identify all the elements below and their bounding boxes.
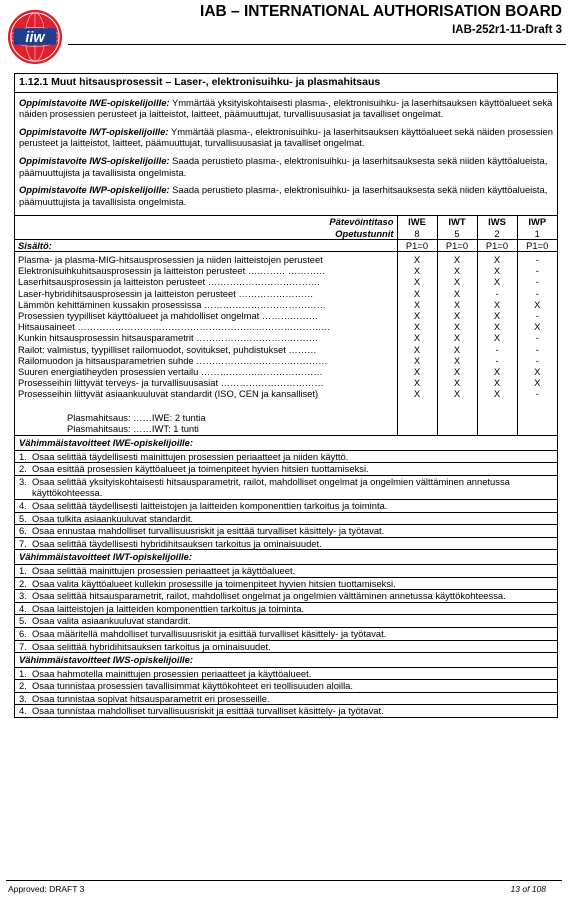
content-label: Sisältö: <box>15 239 397 251</box>
level-mark: X <box>477 332 517 343</box>
min-objectives-heading: Vähimmäistavoitteet IWE-opiskelijoille: <box>15 436 557 451</box>
level-mark: X <box>437 366 477 377</box>
level-mark: X <box>437 251 477 265</box>
list-item: 5. Osaa valita asiaankuuluvat standardit. <box>15 615 557 628</box>
table-row <box>15 355 557 366</box>
topic-label: Suuren energiatiheyden prosessien vertailu ………………………………… <box>18 365 323 377</box>
content-rows <box>15 251 557 399</box>
table-row <box>15 276 557 287</box>
header-divider <box>68 44 566 45</box>
min-objectives-block <box>15 549 557 652</box>
col-iwp: IWP <box>517 216 557 228</box>
content-header-row: Sisältö: P1=0 P1=0 P1=0 P1=0 <box>15 239 557 251</box>
level-mark: X <box>477 299 517 310</box>
level-mark: X <box>437 265 477 276</box>
page-number: 13 of 108 <box>510 884 546 894</box>
topic-label: Prosessien tyypilliset käyttöalueet ja mahdolliset ongelmat ……………… <box>18 309 319 321</box>
level-mark: X <box>437 321 477 332</box>
level-mark: X <box>477 321 517 332</box>
level-mark: X <box>517 299 557 310</box>
table-row <box>15 288 557 299</box>
level-mark: X <box>397 366 437 377</box>
level-mark: X <box>477 276 517 287</box>
level-mark: - <box>517 288 557 299</box>
plasma-note-row: Plasmahitsaus: ……IWE: 2 tuntia <box>15 400 557 423</box>
level-mark: X <box>517 366 557 377</box>
list-item: 3. Osaa selittää hitsausparametrit, railot, mahdolliset ongelmat ja ongelmien välttäminen annetussa käyttökohteessa. <box>15 590 557 603</box>
level-mark: - <box>517 265 557 276</box>
objective-iwe: Oppimistavoite IWE-opiskelijoille: Ymmärtää yksityiskohtaisesti plasma-, elektronisuihku- ja laserhitsauksen käyttöalueet sekä näiden prosessien perusteet ja laitteistot, laitteet, päämuuttujat, turvallisuusasiat ja tavalliset ongelmat. <box>19 96 553 120</box>
list-item: 2. Osaa tunnistaa prosessien tavallisimmat käyttökohteet eri teollisuuden aloilla. <box>15 680 557 693</box>
hours-label: Opetustunnit <box>15 228 397 240</box>
list-item: 4. Osaa tunnistaa mahdolliset turvallisuusriskit ja esittää turvalliset käsittely- ja työtavat. <box>19 705 384 717</box>
level-mark: X <box>397 299 437 310</box>
level-mark: X <box>437 332 477 343</box>
col-iws: IWS <box>477 216 517 228</box>
topic-label: Prosesseihin liittyvät asiaankuuluvat standardit (ISO, CEN ja kansalliset) <box>18 388 319 400</box>
content-table <box>15 215 557 435</box>
org-title: IAB – INTERNATIONAL AUTHORISATION BOARD <box>200 3 562 20</box>
level-mark: X <box>397 321 437 332</box>
col-iwt: IWT <box>437 216 477 228</box>
learning-objectives <box>15 93 557 216</box>
level-mark: - <box>517 251 557 265</box>
level-mark: X <box>397 355 437 366</box>
list-item: 7. Osaa selittää täydellisesti hybridihitsauksen tarkoitus ja ominaisuudet. <box>19 537 322 549</box>
level-mark: X <box>397 388 437 399</box>
list-item: 5. Osaa tulkita asiaankuuluvat standardit. <box>15 513 557 526</box>
objective-iwp: Oppimistavoite IWP-opiskelijoille: Saada perustieto plasma-, elektronisuihku- ja laserhitsauksesta sekä niiden käyttöalueista, päämuuttujista ja tavallisista ongelmista. <box>19 184 548 207</box>
section-box <box>14 73 558 718</box>
level-mark: X <box>517 377 557 388</box>
topic-label: Railomuodon ja hitsausparametrien suhde …………………………………… <box>18 354 328 366</box>
iiw-logo <box>6 8 64 66</box>
hours-row: Opetustunnit 8 5 2 1 <box>15 228 557 240</box>
level-mark: - <box>517 355 557 366</box>
level-mark: X <box>397 310 437 321</box>
topic-label: Kunkin hitsausprosessin hitsausparametrit ………………………………… <box>18 332 319 344</box>
list-item: 3. Osaa tunnistaa sopivat hitsausparametrit eri prosesseille. <box>15 693 557 706</box>
level-mark: X <box>437 377 477 388</box>
col-iwe: IWE <box>397 216 437 228</box>
topic-label: Railot: valmistus, tyypilliset railomuodot, sovitukset, puhdistukset ……… <box>18 343 317 355</box>
topic-label: Plasma- ja plasma-MIG-hitsausprosessien ja niiden laitteistojen perusteet <box>18 253 323 265</box>
table-row <box>15 299 557 310</box>
list-item: 6. Osaa määritellä mahdolliset turvallisuusriskit ja esittää turvalliset käsittely- ja työtavat. <box>15 628 557 641</box>
min-objectives-block <box>15 435 557 549</box>
level-mark: - <box>517 310 557 321</box>
table-row <box>15 344 557 355</box>
minimum-objectives <box>15 435 557 717</box>
level-mark: X <box>437 344 477 355</box>
list-item: 2. Osaa esittää prosessien käyttöalueet ja toimenpiteet hyvien hitsien tuottamiseksi. <box>15 463 557 476</box>
plasma-note-row: Plasmahitsaus: ……IWT: 1 tunti <box>15 423 557 435</box>
level-mark: X <box>477 310 517 321</box>
level-mark: X <box>437 276 477 287</box>
level-mark: X <box>397 276 437 287</box>
table-row <box>15 366 557 377</box>
table-row <box>15 251 557 265</box>
level-mark: X <box>397 332 437 343</box>
level-mark: X <box>397 288 437 299</box>
document-id: IAB-252r1-11-Draft 3 <box>452 24 562 36</box>
list-item: 2. Osaa valita käyttöalueet kullekin prosessille ja toimenpiteet hyvien hitsien tuottamiseksi. <box>15 578 557 591</box>
list-item: 7. Osaa selittää hybridihitsauksen tarkoitus ja ominaisuudet. <box>19 640 271 652</box>
level-mark: - <box>477 288 517 299</box>
level-mark: - <box>517 344 557 355</box>
level-mark: X <box>437 299 477 310</box>
table-row <box>15 265 557 276</box>
section-title: 1.12.1 Muut hitsausprosessit – Laser-, elektronisuihku- ja plasmahitsaus <box>15 74 557 93</box>
page-header <box>0 0 568 68</box>
level-mark: - <box>477 344 517 355</box>
table-row <box>15 332 557 343</box>
level-mark: X <box>477 265 517 276</box>
level-mark: X <box>477 251 517 265</box>
level-mark: - <box>517 388 557 399</box>
table-header-row <box>15 216 557 228</box>
level-mark: X <box>437 288 477 299</box>
table-row <box>15 377 557 388</box>
level-mark: X <box>397 377 437 388</box>
table-row <box>15 310 557 321</box>
level-mark: X <box>437 355 477 366</box>
logo-text: iiw <box>25 29 45 46</box>
approval-status: Approved: DRAFT 3 <box>8 884 85 894</box>
topic-label: Hitsausaineet ……………………………………………………………………… <box>18 321 331 333</box>
level-mark: X <box>397 251 437 265</box>
topic-label: Elektronisuihkuhitsausprosessin ja laitteiston perusteet ………… ………… <box>18 265 326 277</box>
topic-label: Laserhitsausprosessin ja laitteiston perusteet ……………………………… <box>18 276 321 288</box>
min-objectives-heading: Vähimmäistavoitteet IWT-opiskelijoille: <box>15 550 557 565</box>
objective-iws: Oppimistavoite IWS-opiskelijoille: Saada perustieto plasma-, elektronisuihku- ja laserhitsauksesta sekä niiden käyttöalueista, päämuuttujista ja tavallisista ongelmista. <box>19 154 548 178</box>
level-mark: - <box>477 355 517 366</box>
min-objectives-block <box>15 652 557 717</box>
level-mark: X <box>397 265 437 276</box>
min-objectives-heading: Vähimmäistavoitteet IWS-opiskelijoille: <box>15 653 557 668</box>
level-mark: X <box>477 377 517 388</box>
list-item: 1. Osaa selittää täydellisesti mainittujen prosessien periaatteet ja niiden käyttö. <box>15 451 557 464</box>
level-mark: X <box>477 388 517 399</box>
level-mark: X <box>517 321 557 332</box>
level-mark: - <box>517 332 557 343</box>
level-mark: X <box>477 366 517 377</box>
list-item: 6. Osaa ennustaa mahdolliset turvallisuusriskit ja esittää turvalliset käsittely- ja työtavat. <box>15 525 557 538</box>
level-label: Pätevöintitaso <box>329 216 394 228</box>
topic-label: Prosesseihin liittyvät terveys- ja turvallisuusasiat …………………………… <box>18 377 324 389</box>
level-mark: X <box>397 344 437 355</box>
level-mark: X <box>437 310 477 321</box>
level-mark: X <box>437 388 477 399</box>
list-item: 1. Osaa hahmotella mainittujen prosessien periaatteet ja käyttöalueet. <box>15 668 557 681</box>
level-mark: - <box>517 276 557 287</box>
list-item: 3. Osaa selittää yksityiskohtaisesti hitsausparametrit, railot, mahdolliset ongelmat ja ongelmien välttäminen annetussa käyttökohteessa. <box>15 476 557 500</box>
topic-label: Lämmön kehittäminen kussakin prosessissa ………………………………… <box>18 298 326 310</box>
list-item: 4. Osaa laitteistojen ja laitteiden komponenttien tarkoitus ja toiminta. <box>15 603 557 616</box>
topic-label: Laser-hybridihitsausprosessin ja laitteiston perusteet …………………… <box>18 287 314 299</box>
objective-iwt: Oppimistavoite IWT-opiskelijoille: Ymmärtää plasma-, elektronisuihku- ja laserhitsauksen käyttöalueet sekä näiden prosessien perusteet ja laitteistot, laitteet, päämuuttujat, turvallisuusasiat ja tavalliset ongelmat. <box>19 125 553 149</box>
table-row <box>15 321 557 332</box>
footer-divider <box>6 880 562 881</box>
list-item: 4. Osaa selittää täydellisesti laitteistojen ja laitteiden komponenttien tarkoitus ja toiminta. <box>15 500 557 513</box>
list-item: 1. Osaa selittää mainittujen prosessien periaatteet ja käyttöalueet. <box>15 565 557 578</box>
table-row <box>15 388 557 399</box>
